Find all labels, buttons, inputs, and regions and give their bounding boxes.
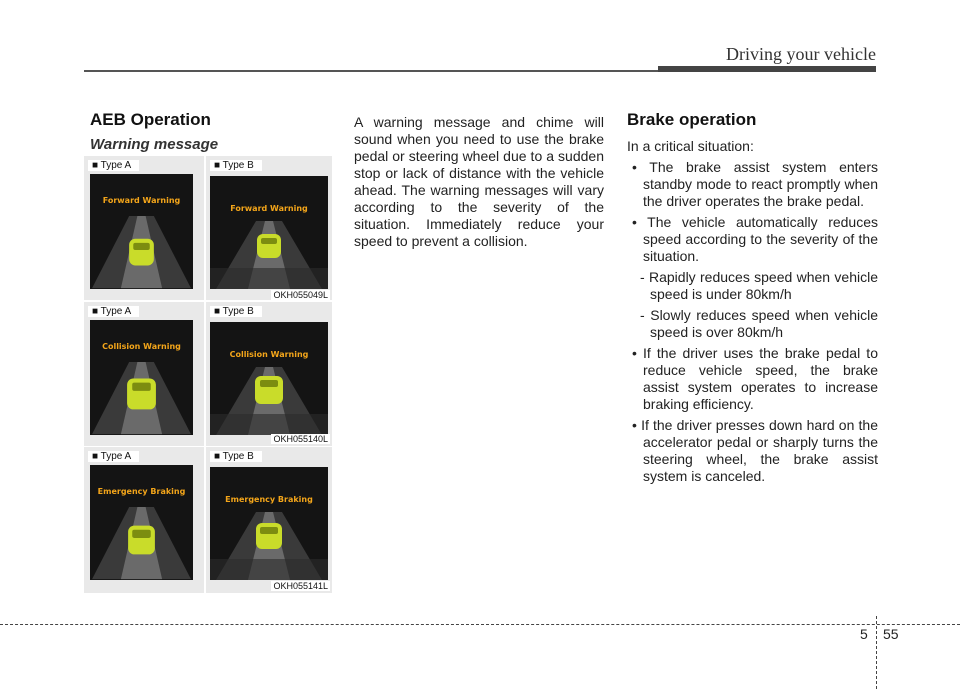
road-car-illustration <box>90 320 193 435</box>
type-a-label: ■ Type A <box>88 451 139 462</box>
subsection-title: Warning message <box>90 136 219 153</box>
figure-code: OKH055141L <box>273 581 328 591</box>
cluster-screen-type-a <box>90 174 193 289</box>
cluster-screen-type-b <box>210 176 328 289</box>
cluster-screen-type-b <box>210 467 328 580</box>
footer-rule <box>0 624 960 625</box>
figure-code: OKH055140L <box>273 434 328 444</box>
header-rule-accent <box>658 66 876 72</box>
brake-intro: In a critical situation: <box>627 138 754 154</box>
footer-separator <box>876 616 877 689</box>
road-car-illustration <box>90 465 193 580</box>
warning-text: Forward Warning <box>230 204 308 213</box>
warning-text: Forward Warning <box>102 196 181 205</box>
warning-text: Emergency Braking <box>225 495 313 504</box>
header-title: Driving your vehicle <box>726 44 876 64</box>
type-b-label: ■ Type B <box>210 160 262 171</box>
brake-operation-body <box>627 138 878 489</box>
figure-panel-emergency-braking <box>84 447 332 593</box>
cluster-screen-type-a <box>90 465 193 580</box>
road-car-illustration <box>90 174 193 289</box>
figure-panel-forward-warning <box>84 156 332 300</box>
panel-divider <box>204 156 206 300</box>
brake-operation-title: Brake operation <box>627 110 757 129</box>
dash-item: - Rapidly reduces speed when vehicle speed is under 80km/h <box>640 269 878 302</box>
type-a-label: ■ Type A <box>88 306 139 317</box>
road-car-illustration <box>210 176 328 289</box>
bullet-item: • If the driver presses down hard on the accelerator pedal or sharply turns the steering wheel, the brake assist system is canceled. <box>632 417 878 484</box>
cluster-screen-type-a <box>90 320 193 435</box>
panel-divider <box>204 302 206 446</box>
bullet-item: • The vehicle automatically reduces speed according to the severity of the situation. <box>632 214 878 264</box>
dash-item: - Slowly reduces speed when vehicle speed is over 80km/h <box>640 307 878 340</box>
bullet-item: • The brake assist system enters standby mode to react promptly when the driver operates the brake pedal. <box>632 159 878 209</box>
figure-panel-collision-warning <box>84 302 332 446</box>
warning-text: Emergency Braking <box>97 487 186 496</box>
chapter-number: 5 <box>860 626 868 642</box>
type-a-label: ■ Type A <box>88 160 139 171</box>
cluster-screen-type-b <box>210 322 328 435</box>
figure-code: OKH055049L <box>273 290 328 300</box>
section-title: AEB Operation <box>90 110 211 129</box>
page-number: 55 <box>883 626 899 642</box>
bullet-item: • If the driver uses the brake pedal to reduce vehicle speed, the brake assist system operates to increase braking efficiency. <box>632 345 878 412</box>
panel-divider <box>204 447 206 593</box>
type-b-label: ■ Type B <box>210 451 262 462</box>
road-car-illustration <box>210 322 328 435</box>
warning-paragraph: A warning message and chime will sound when you need to use the brake pedal or steering wheel due to a sudden stop or lack of distance with the vehicle ahead. The warning messages will vary according to the severity of the situation. Immediately reduce your speed to prevent a collision. <box>354 114 604 249</box>
warning-text: Collision Warning <box>102 342 181 351</box>
type-b-label: ■ Type B <box>210 306 262 317</box>
road-car-illustration <box>210 467 328 580</box>
warning-text: Collision Warning <box>229 350 309 359</box>
